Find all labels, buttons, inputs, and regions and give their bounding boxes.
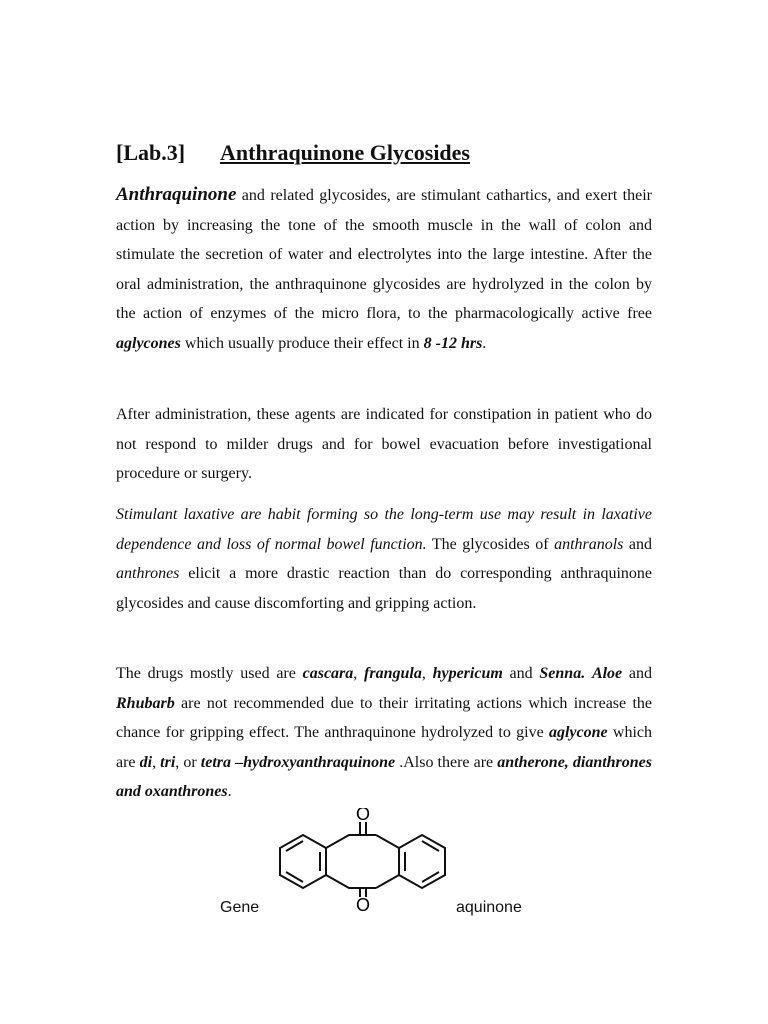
drug-hypericum: hypericum (432, 665, 503, 682)
lab-number: [Lab.3] (116, 140, 186, 165)
drug-frangula: frangula (364, 665, 422, 682)
term-anthrones: anthrones (116, 565, 180, 583)
drugs-text-5: which are (116, 724, 652, 771)
drug-rhubarb: Rhubarb (116, 694, 175, 712)
drugs-comma-1: , (353, 665, 365, 682)
drugs-comma-2: , (421, 665, 433, 682)
term-di: di (139, 753, 153, 771)
intro-text: and related glycosides, are stimulant cathartics, and exert their action by increasing the tone of the smooth muscle in the wall of colon and stimulate the secretion of water and electrolytes into the large intestine. After the oral administration, the anthraquinone glycosides are hydrolyzed in the colon by the action of enzymes of the micro flora, to the pharmacologically active free (116, 187, 652, 323)
term-tri: tri (160, 753, 176, 771)
habit-text-1: The glycosides of (426, 535, 555, 553)
drugs-text-7: .Also there are (395, 753, 498, 771)
habit-text-3: elicit a more drastic reaction than do corresponding anthraquinone glycosides and cause discomforting and gripping action. (116, 565, 652, 612)
term-aglycone: aglycone (548, 724, 608, 742)
intro-text-3: . (482, 334, 487, 352)
drugs-space (585, 665, 592, 682)
title-heading: Anthraquinone Glycosides (220, 140, 470, 165)
anthraquinone-structure (270, 808, 482, 912)
middle-ring-bottom-right (376, 875, 399, 888)
paragraph-intro (116, 180, 652, 359)
drugs-comma-3: , (152, 753, 161, 771)
drugs-text-4: are not recommended due to their irritating actions which increase the chance for gripping effect. The anthraquinone hydrolyzed to give (116, 694, 652, 742)
page-title (116, 140, 470, 166)
drug-cascara: cascara (302, 665, 354, 682)
atom-oxygen-bottom: O (355, 895, 371, 912)
paragraph-drugs (116, 659, 652, 807)
paragraph-habit (116, 500, 652, 618)
drugs-text-6: , or (175, 753, 201, 771)
term-anthranols: anthranols (554, 535, 624, 553)
paragraph-indications: After administration, these agents are indicated for constipation in patient who do not respond to milder drugs and for bowel evacuation before investigational procedure or surgery. (116, 406, 652, 483)
caption-right-fragment: aquinone (456, 899, 522, 916)
drugs-text-2: and (502, 665, 540, 682)
middle-ring-bottom-left (326, 875, 376, 888)
habit-text-2: and (623, 535, 652, 553)
term-tetra: tetra –hydroxyanthraquinone (200, 753, 396, 771)
lead-term: Anthraquinone (116, 184, 237, 205)
habit-warning: Stimulant laxative are habit forming so the long-term use may result in laxative dependence and loss of normal bowel function. (116, 506, 652, 553)
drugs-text-1: The drugs mostly used are (116, 665, 303, 682)
drug-aloe: Aloe (591, 665, 623, 682)
drugs-text-3: and (622, 665, 653, 682)
intro-text-2: which usually produce their effect in (180, 334, 424, 352)
middle-ring-top-right (376, 835, 399, 848)
caption-left-fragment: Gene (220, 899, 260, 916)
term-others: antherone, dianthrones and oxanthrones (116, 753, 653, 801)
drugs-text-8: . (227, 783, 232, 801)
term-aglycones: aglycones (116, 334, 181, 352)
atom-oxygen-top: O (355, 808, 371, 824)
middle-ring-top-left (326, 835, 376, 848)
term-hours: 8 -12 hrs (423, 334, 483, 352)
drug-senna: Senna. (539, 665, 586, 682)
